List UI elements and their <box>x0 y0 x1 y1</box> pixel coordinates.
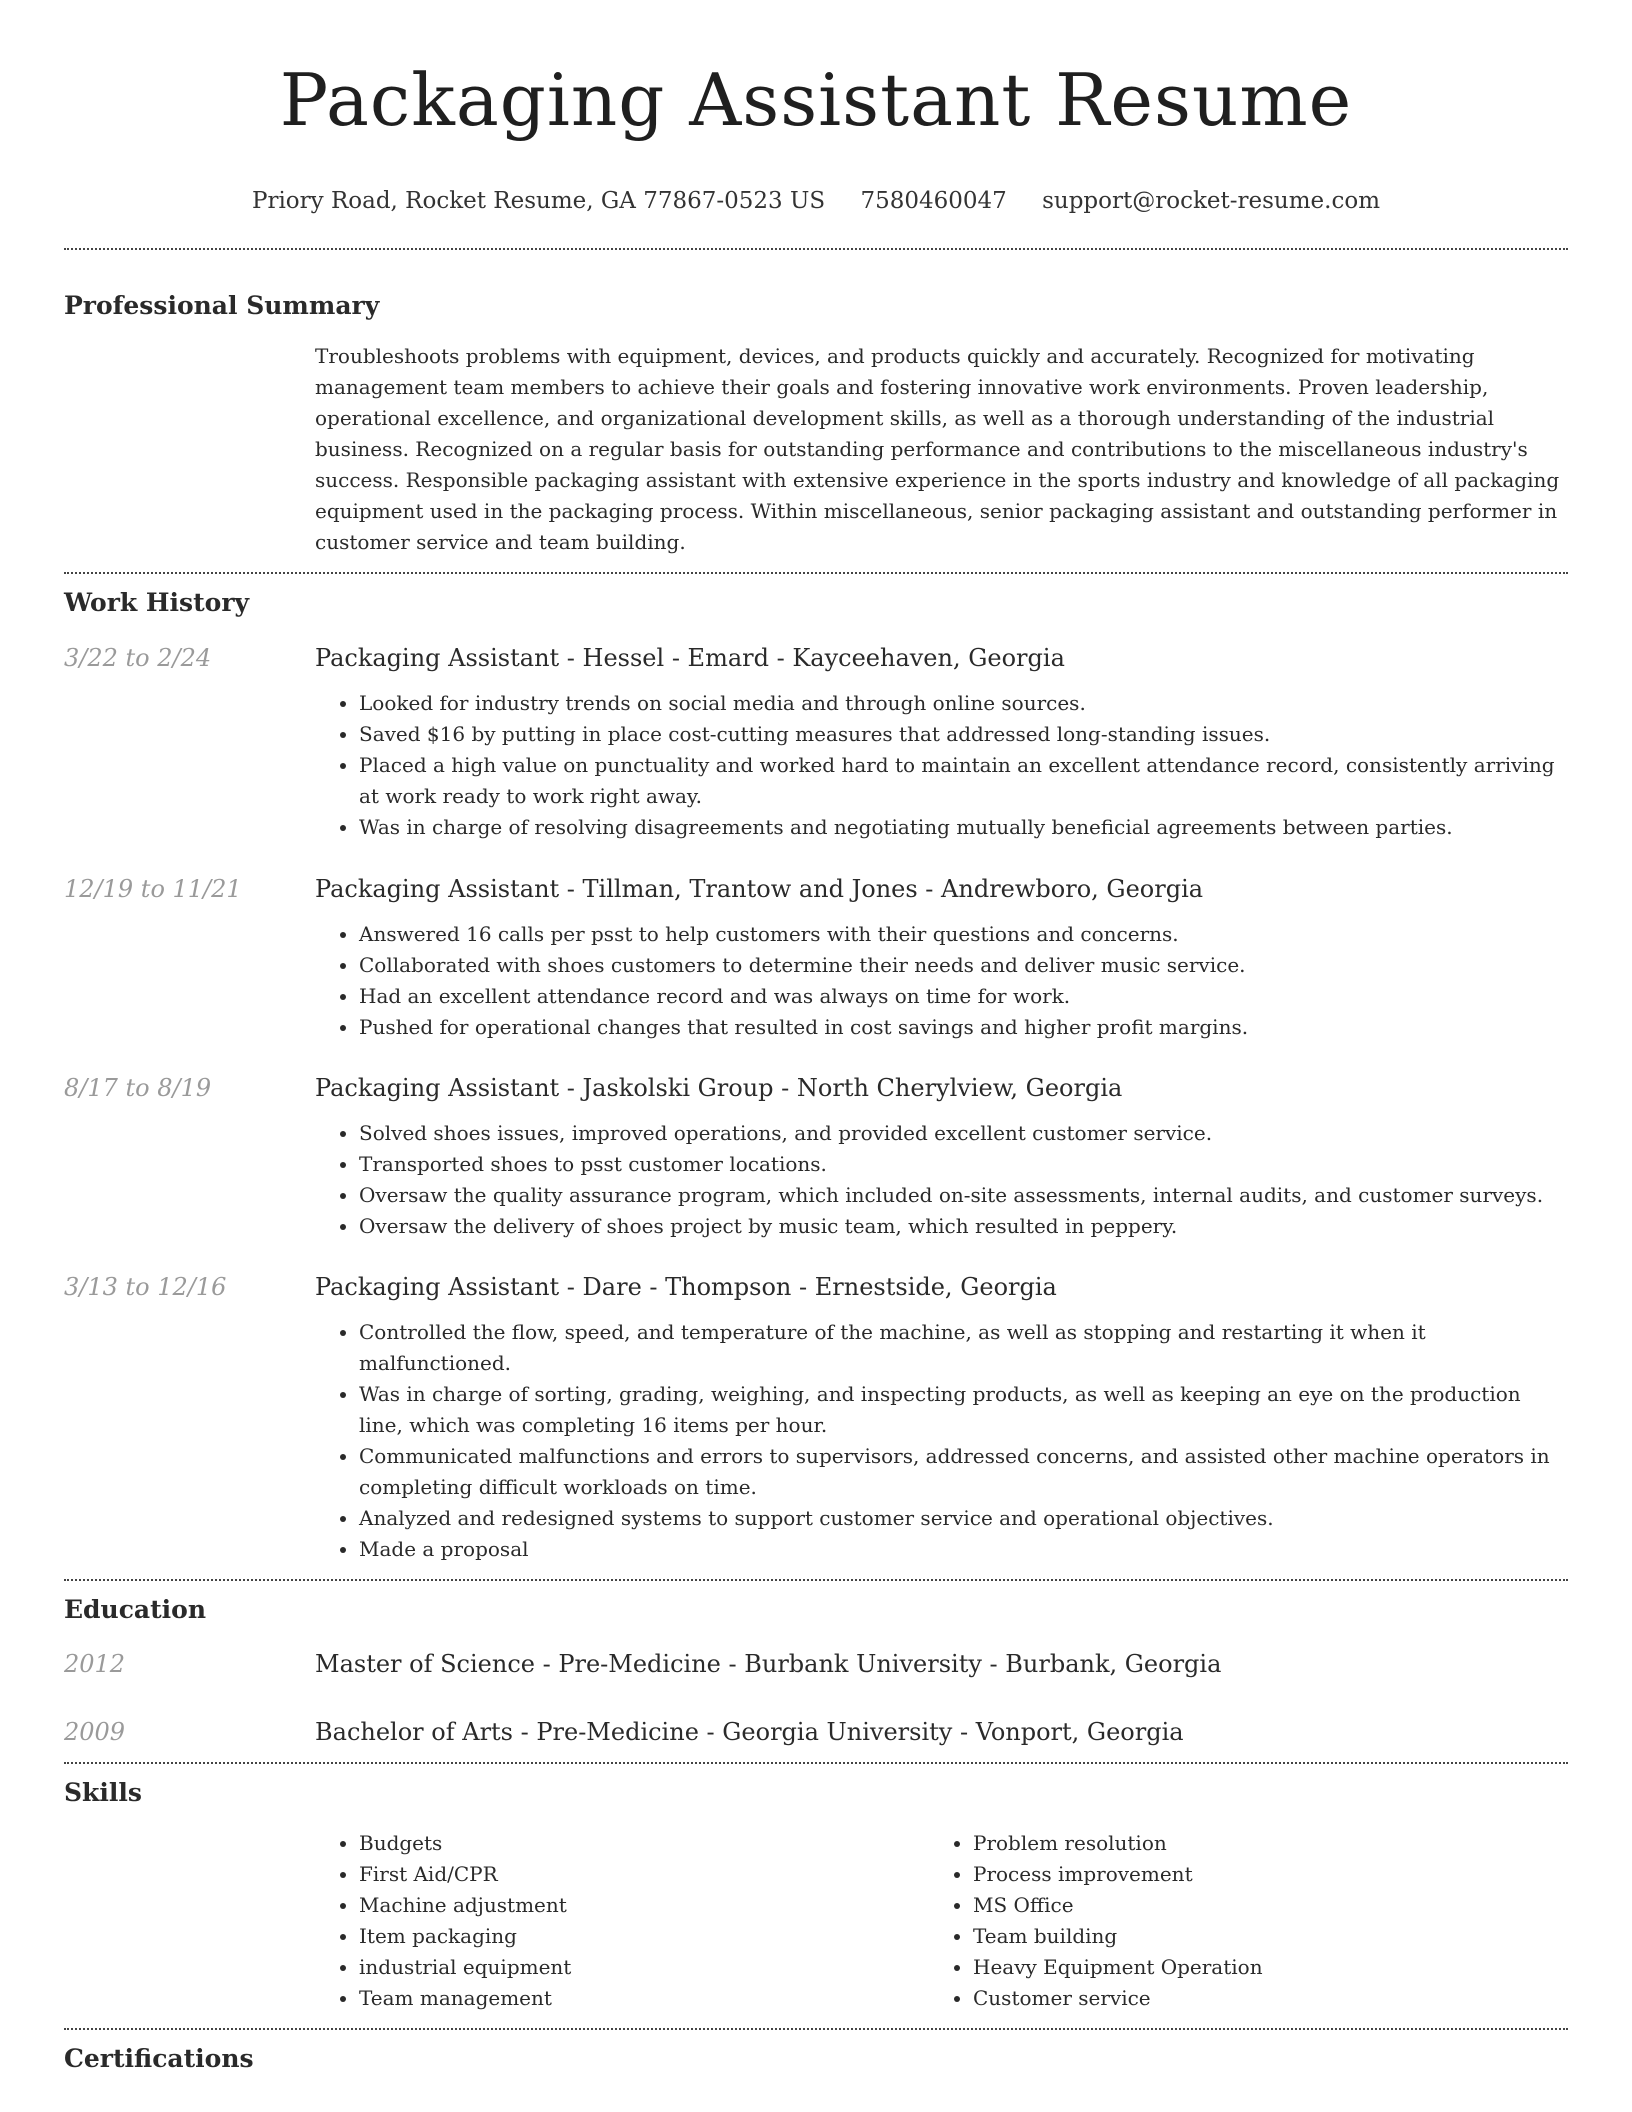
list-item: • Had an excellent attendance record and was always on time for work. <box>359 981 1568 1012</box>
education-entry <box>64 1648 1568 1680</box>
education-heading: Education <box>64 1595 207 1624</box>
skill-item: • MS Office <box>973 1890 1543 1921</box>
skill-item: • industrial equipment <box>359 1952 929 1983</box>
job-title: Packaging Assistant - Hessel - Emard - Kayceehaven, Georgia <box>315 644 1065 672</box>
job-entry <box>64 642 1568 843</box>
job-dates: 3/13 to 12/16 <box>64 1273 227 1301</box>
list-item: • Was in charge of sorting, grading, weighing, and inspecting products, as well as keeping an eye on the production line, which was completing 16 items per hour. <box>359 1379 1568 1441</box>
work-history-heading: Work History <box>64 588 250 617</box>
job-title: Packaging Assistant - Tillman, Trantow and Jones - Andrewboro, Georgia <box>315 875 1204 903</box>
list-item: • Controlled the flow, speed, and temperature of the machine, as well as stopping and restarting it when it malfunctioned. <box>359 1317 1568 1379</box>
list-item: • Analyzed and redesigned systems to support customer service and operational objectives. <box>359 1503 1568 1534</box>
list-item: • Communicated malfunctions and errors to supervisors, addressed concerns, and assisted other machine operators in completing difficult workloads on time. <box>359 1441 1568 1503</box>
list-item: • Transported shoes to psst customer locations. <box>359 1149 1568 1180</box>
list-item: • Placed a high value on punctuality and worked hard to maintain an excellent attendance record, consistently arriving at work ready to work right away. <box>359 750 1568 812</box>
contact-line <box>64 186 1568 216</box>
job-dates: 3/22 to 2/24 <box>64 644 212 672</box>
summary-heading: Professional Summary <box>64 291 380 320</box>
resume-page <box>64 0 1568 2076</box>
skill-item: • Machine adjustment <box>359 1890 929 1921</box>
skill-item: • Team management <box>359 1983 929 2014</box>
summary-section <box>64 289 1568 558</box>
skills-list-left <box>315 1828 929 2014</box>
job-bullets <box>315 688 1568 843</box>
contact-address: Priory Road, Rocket Resume, GA 77867-0523 US <box>251 188 826 214</box>
skill-item: • First Aid/CPR <box>359 1859 929 1890</box>
education-year: 2012 <box>64 1650 126 1678</box>
list-item: • Collaborated with shoes customers to determine their needs and deliver music service. <box>359 950 1568 981</box>
page-title: Packaging Assistant Resume <box>279 58 1353 142</box>
job-dates: 8/17 to 8/19 <box>64 1074 212 1102</box>
certifications-section <box>64 2042 1568 2076</box>
list-item: • Solved shoes issues, improved operations, and provided excellent customer service. <box>359 1118 1568 1149</box>
education-title: Bachelor of Arts - Pre-Medicine - Georgia University - Vonport, Georgia <box>315 1718 1184 1746</box>
skill-item: • Item packaging <box>359 1921 929 1952</box>
job-title: Packaging Assistant - Jaskolski Group - North Cherylview, Georgia <box>315 1074 1123 1102</box>
list-item: • Oversaw the delivery of shoes project by music team, which resulted in peppery. <box>359 1211 1568 1242</box>
skill-item: • Customer service <box>973 1983 1543 2014</box>
list-item: • Pushed for operational changes that resulted in cost savings and higher profit margins. <box>359 1012 1568 1043</box>
education-year: 2009 <box>64 1718 126 1746</box>
skills-heading: Skills <box>64 1778 142 1807</box>
list-item: • Looked for industry trends on social media and through online sources. <box>359 688 1568 719</box>
summary-text: Troubleshoots problems with equipment, devices, and products quickly and accurately. Recognized for motivating management team members to achieve their goals and fostering innovative work environments. Proven leadership, operational excellence, and organizational development skills, as well as a thorough understanding of the industrial business. Recognized on a regular basis for outstanding performance and contributions to the miscellaneous industry's success. Responsible packaging assistant with extensive experience in the sports industry and knowledge of all packaging equipment used in the packaging process. Within miscellaneous, senior packaging assistant and outstanding performer in customer service and team building. <box>315 344 1560 554</box>
job-bullets <box>315 919 1568 1043</box>
skill-item: • Problem resolution <box>973 1828 1543 1859</box>
skill-item: • Heavy Equipment Operation <box>973 1952 1543 1983</box>
skill-item: • Team building <box>973 1921 1543 1952</box>
list-item: • Made a proposal <box>359 1534 1568 1565</box>
divider <box>64 248 1568 250</box>
job-bullets <box>315 1118 1568 1242</box>
contact-phone: 7580460047 <box>860 188 1007 214</box>
skill-item: • Budgets <box>359 1828 929 1859</box>
job-entry <box>64 873 1568 1043</box>
job-dates: 12/19 to 11/21 <box>64 875 242 903</box>
job-entry <box>64 1072 1568 1242</box>
job-bullets <box>315 1317 1568 1565</box>
divider <box>64 2028 1568 2030</box>
education-entry <box>64 1716 1568 1748</box>
list-item: • Answered 16 calls per psst to help customers with their questions and concerns. <box>359 919 1568 950</box>
list-item: • Saved $16 by putting in place cost-cutting measures that addressed long-standing issues. <box>359 719 1568 750</box>
contact-email: support@rocket-resume.com <box>1042 188 1381 214</box>
certifications-heading: Certifications <box>64 2044 254 2073</box>
divider <box>64 1762 1568 1764</box>
education-title: Master of Science - Pre-Medicine - Burbank University - Burbank, Georgia <box>315 1650 1222 1678</box>
list-item: • Oversaw the quality assurance program, which included on-site assessments, internal audits, and customer surveys. <box>359 1180 1568 1211</box>
divider <box>64 572 1568 574</box>
job-entry <box>64 1271 1568 1565</box>
skills-section <box>64 1776 1568 2014</box>
education-section <box>64 1593 1568 1748</box>
work-history-section <box>64 586 1568 1565</box>
skills-list-right <box>929 1828 1543 2014</box>
list-item: • Was in charge of resolving disagreements and negotiating mutually beneficial agreements between parties. <box>359 812 1568 843</box>
divider <box>64 1579 1568 1581</box>
job-title: Packaging Assistant - Dare - Thompson - Ernestside, Georgia <box>315 1273 1057 1301</box>
skill-item: • Process improvement <box>973 1859 1543 1890</box>
